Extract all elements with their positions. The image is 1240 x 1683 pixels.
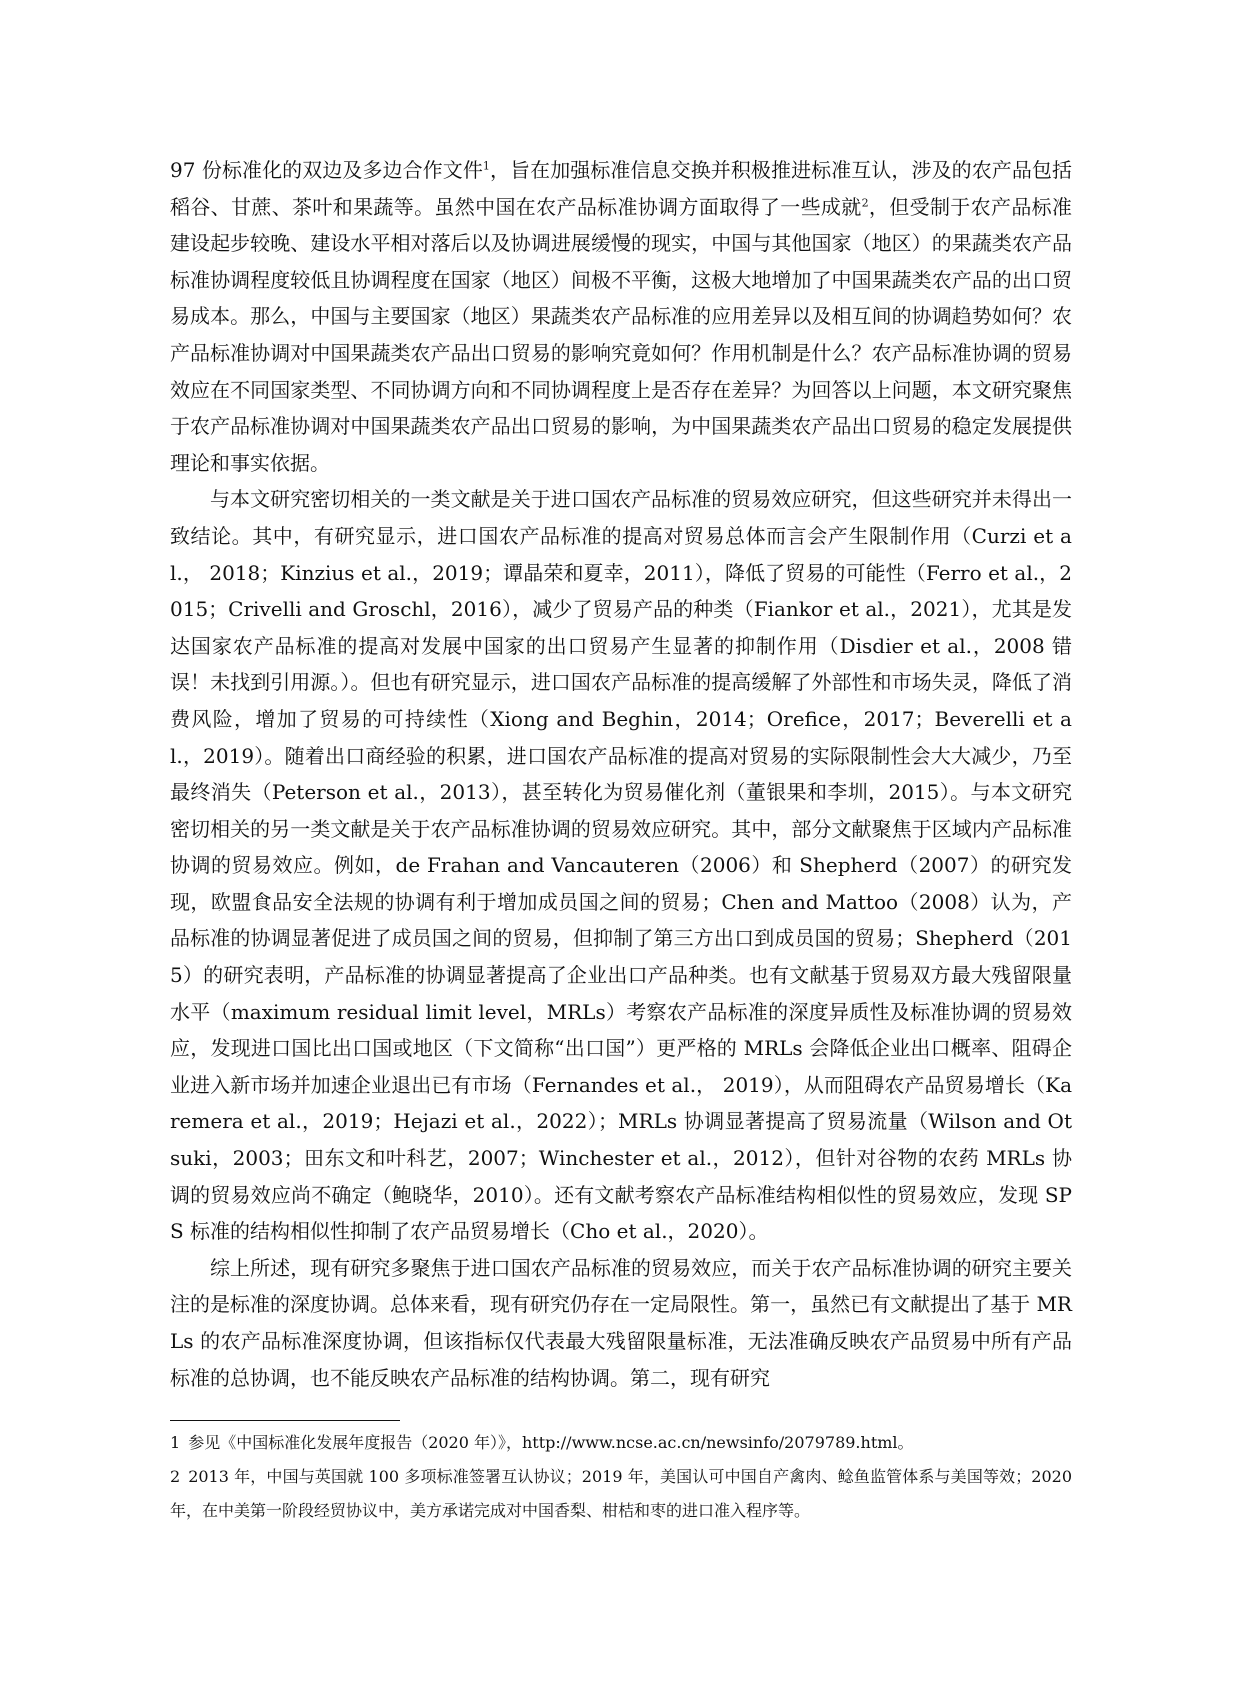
paragraph-1 bbox=[170, 152, 1072, 481]
footnote-divider bbox=[170, 1420, 400, 1421]
main-text bbox=[170, 152, 1072, 1396]
footnotes bbox=[170, 1426, 1072, 1528]
footnote-2-text: 2013 年，中国与英国就 100 多项标准签署互认协议；2019 年，美国认可中国自产禽肉、鲶鱼监管体系与美国等效；2020 年，在中美第一阶段经贸协议中，美方承诺完成对中国香梨、柑桔和枣的进口准入程序等。 bbox=[170, 1467, 1072, 1520]
footnote-ref-2[interactable]: 2 bbox=[861, 195, 869, 209]
paragraph-1-part-3: ，但受制于农产品标准建设起步较晚、建设水平相对落后以及协调进展缓慢的现实，中国与其他国家（地区）的果蔬类农产品标准协调程度较低且协调程度在国家（地区）间极不平衡，这极大地增加了中国果蔬类农产品的出口贸易成本。那么，中国与主要国家（地区）果蔬类农产品标准的应用差异以及相互间的协调趋势如何？农产品标准协调对中国果蔬类农产品出口贸易的影响究竟如何？作用机制是什么？农产品标准协调的贸易效应在不同国家类型、不同协调方向和不同协调程度上是否存在差异？为回答以上问题，本文研究聚焦于农产品标准协调对中国果蔬类农产品出口贸易的影响，为中国果蔬类农产品出口贸易的稳定发展提供理论和事实依据。 bbox=[170, 194, 1073, 475]
footnote-1 bbox=[170, 1426, 1072, 1460]
paragraph-3: 综上所述，现有研究多聚焦于进口国农产品标准的贸易效应，而关于农产品标准协调的研究主要关注的是标准的深度协调。总体来看，现有研究仍存在一定局限性。第一，虽然已有文献提出了基于 MRLs 的农产品标准深度协调，但该指标仅代表最大残留限量标准，无法准确反映农产品贸易中所有产品标准的总协调，也不能反映农产品标准的结构协调。第二，现有研究 bbox=[170, 1255, 1072, 1390]
footnote-ref-1[interactable]: 1 bbox=[482, 159, 490, 173]
footnote-2 bbox=[170, 1460, 1072, 1528]
footnote-1-text: 参见《中国标准化发展年度报告（2020 年）》，http://www.ncse.ac.cn/newsinfo/2079789.html。 bbox=[188, 1433, 914, 1452]
paragraph-1-part-2: ，旨在加强标准信息交换并积极推进标准互认，涉及的农产品包括稻谷、甘蔗、茶叶和果蔬等。虽然中国在农产品标准协调方面取得了一些成就 bbox=[170, 158, 1073, 219]
paragraph-2: 与本文研究密切相关的一类文献是关于进口国农产品标准的贸易效应研究，但这些研究并未得出一致结论。其中，有研究显示，进口国农产品标准的提高对贸易总体而言会产生限制作用（Curzi et al.， 2018；Kinzius et al.，2019；谭晶荣和夏幸，2011），降低了贸易的可能性（Ferro et al.，2015；Crivelli and Groschl，2016），减少了贸易产品的种类（Fiankor et al.，2021），尤其是发达国家农产品标准的提高对发展中国家的出口贸易产生显著的抑制作用（Disdier et al.，2008 错误！未找到引用源。）。但也有研究显示，进口国农产品标准的提高缓解了外部性和市场失灵，降低了消费风险，增加了贸易的可持续性（Xiong and Beghin，2014；Orefice，2017；Beverelli et al.，2019）。随着出口商经验的积累，进口国农产品标准的提高对贸易的实际限制性会大大减少，乃至最终消失（Peterson et al.，2013），甚至转化为贸易催化剂（董银果和李圳，2015）。与本文研究密切相关的另一类文献是关于农产品标准协调的贸易效应研究。其中，部分文献聚焦于区域内产品标准协调的贸易效应。例如，de Frahan and Vancauteren（2006）和 Shepherd（2007）的研究发现，欧盟食品安全法规的协调有利于增加成员国之间的贸易；Chen and Mattoo（2008）认为，产品标准的协调显著促进了成员国之间的贸易，但抑制了第三方出口到成员国的贸易；Shepherd（2015）的研究表明，产品标准的协调显著提高了企业出口产品种类。也有文献基于贸易双方最大残留限量水平（maximum residual limit level，MRLs）考察农产品标准的深度异质性及标准协调的贸易效应，发现进口国比出口国或地区（下文简称“出口国”）更严格的 MRLs 会降低企业出口概率、阻碍企业进入新市场并加速企业退出已有市场（Fernandes et al.， 2019），从而阻碍农产品贸易增长（Karemera et al.，2019；Hejazi et al.，2022）；MRLs 协调显著提高了贸易流量（Wilson and Otsuki，2003；田东文和叶科艺，2007；Winchester et al.，2012），但针对谷物的农药 MRLs 协调的贸易效应尚不确定（鲍晓华，2010）。还有文献考察农产品标准结构相似性的贸易效应，发现 SPS 标准的结构相似性抑制了农产品贸易增长（Cho et al.，2020）。 bbox=[170, 487, 1072, 1244]
paragraph-1-part-1: 97 份标准化的双边及多边合作文件 bbox=[170, 158, 483, 182]
footnote-2-number: 2 bbox=[170, 1467, 181, 1486]
footnote-1-number: 1 bbox=[170, 1433, 181, 1452]
